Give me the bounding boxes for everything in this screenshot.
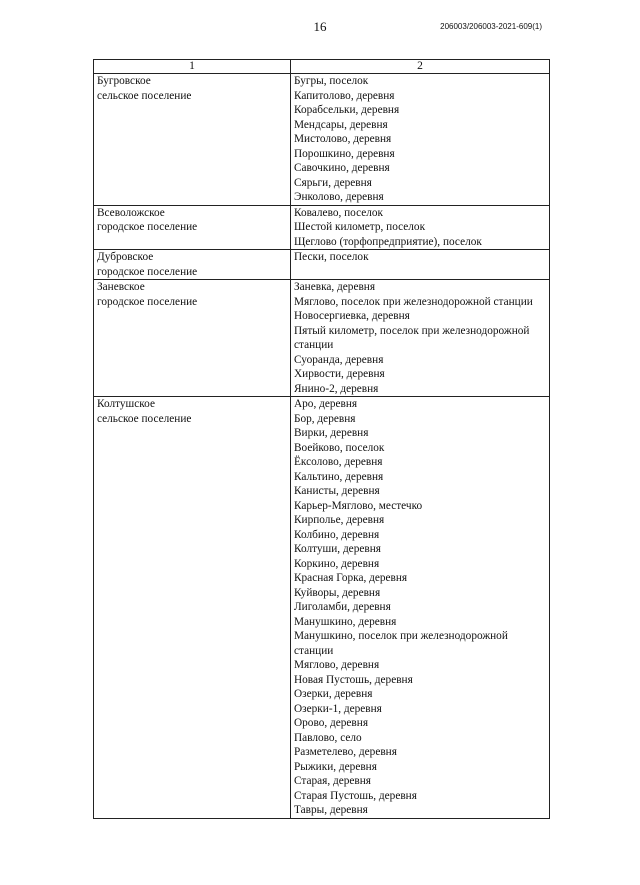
locality-item: Заневка, деревня [294, 281, 376, 293]
locality-item: Шестой километр, поселок [294, 221, 426, 233]
locality-item: Щеглово (торфопредприятие), поселок [294, 235, 482, 248]
locality-item: Новосергиевка, деревня [294, 310, 410, 322]
locality-item: станции [294, 339, 334, 351]
locality-item: Красная Горка, деревня [294, 572, 408, 584]
locality-item: станции [294, 644, 334, 657]
locality-item: Озерки-1, деревня [294, 702, 382, 715]
table-row [94, 280, 550, 397]
locality-item: Разметелево, деревня [294, 746, 397, 758]
column-header-2: 2 [291, 60, 550, 74]
locality-item: Старая Пустошь, деревня [294, 789, 417, 802]
localities-cell [291, 397, 550, 819]
locality-item: Суоранда, деревня [294, 353, 384, 366]
settlement-name-line: сельское поселение [97, 412, 192, 425]
settlement-cell [94, 280, 291, 397]
settlement-cell [94, 397, 291, 819]
settlement-name-line: Колтушское [97, 398, 155, 410]
locality-item: Янино-2, деревня [294, 382, 379, 395]
locality-item: Колбино, деревня [294, 528, 380, 541]
locality-item: Новая Пустошь, деревня [294, 673, 413, 686]
localities-cell [291, 250, 550, 280]
locality-item: Корабсельки, деревня [294, 104, 400, 116]
table-row [94, 397, 550, 819]
locality-item: Карьер-Мяглово, местечко [294, 499, 423, 512]
settlement-name-line: Бугровское [97, 75, 151, 87]
locality-item: Мяглово, поселок при железнодорожной станции [294, 295, 533, 308]
locality-item: Лиголамби, деревня [294, 601, 391, 613]
locality-item: Бугры, поселок [294, 75, 369, 87]
locality-item: Ёксолово, деревня [294, 456, 383, 468]
locality-item: Канисты, деревня [294, 485, 380, 497]
settlement-name-line: Дубровское [97, 251, 154, 263]
locality-item: Порошкино, деревня [294, 147, 395, 160]
locality-item: Мистолово, деревня [294, 133, 392, 145]
locality-item: Пятый километр, поселок при железнодорожной [294, 324, 530, 337]
locality-item: Манушкино, деревня [294, 615, 397, 628]
locality-item: Савочкино, деревня [294, 162, 390, 174]
locality-item: Аро, деревня [294, 398, 358, 410]
locality-item: Бор, деревня [294, 412, 356, 425]
locality-item: Сярьги, деревня [294, 176, 372, 189]
locality-item: Павлово, село [294, 731, 362, 744]
locality-item: Кирполье, деревня [294, 514, 385, 526]
locality-item: Вирки, деревня [294, 427, 369, 439]
table-row [94, 74, 550, 206]
settlement-cell [94, 74, 291, 206]
locality-item: Пески, поселок [294, 251, 369, 263]
locality-item: Воейково, поселок [294, 441, 385, 454]
settlement-name-line: городское поселение [97, 221, 198, 233]
table-row [94, 205, 550, 250]
settlement-name-line: сельское поселение [97, 89, 192, 102]
settlement-name-line: Заневское [97, 281, 145, 293]
locality-item: Куйворы, деревня [294, 586, 381, 599]
locality-item: Орово, деревня [294, 717, 369, 729]
locality-item: Капитолово, деревня [294, 89, 395, 102]
locality-item: Озерки, деревня [294, 688, 373, 700]
settlement-name-line: Всеволожское [97, 206, 165, 219]
locality-item: Мендсары, деревня [294, 118, 388, 131]
locality-item: Кальтино, деревня [294, 470, 384, 483]
table-header-row [94, 60, 550, 74]
locality-item: Старая, деревня [294, 775, 371, 787]
document-code: 206003/206003-2021-609(1) [440, 22, 542, 31]
localities-cell [291, 280, 550, 397]
locality-item: Ковалево, поселок [294, 206, 384, 219]
locality-item: Колтуши, деревня [294, 543, 381, 555]
settlement-cell [94, 250, 291, 280]
table-body [94, 74, 550, 819]
locality-item: Мяглово, деревня [294, 659, 380, 671]
table-row [94, 250, 550, 280]
locality-item: Коркино, деревня [294, 557, 380, 570]
settlement-cell [94, 205, 291, 250]
settlements-table [93, 59, 550, 819]
settlement-name-line: городское поселение [97, 295, 198, 308]
locality-item: Рыжики, деревня [294, 760, 377, 773]
page-number: 16 [313, 19, 327, 34]
localities-cell [291, 205, 550, 250]
locality-item: Энколово, деревня [294, 191, 384, 203]
settlement-name-line: городское поселение [97, 265, 198, 278]
locality-item: Хирвости, деревня [294, 368, 385, 380]
locality-item: Тавры, деревня [294, 804, 368, 816]
locality-item: Манушкино, поселок при железнодорожной [294, 630, 508, 642]
localities-cell [291, 74, 550, 206]
column-header-1: 1 [94, 60, 291, 74]
